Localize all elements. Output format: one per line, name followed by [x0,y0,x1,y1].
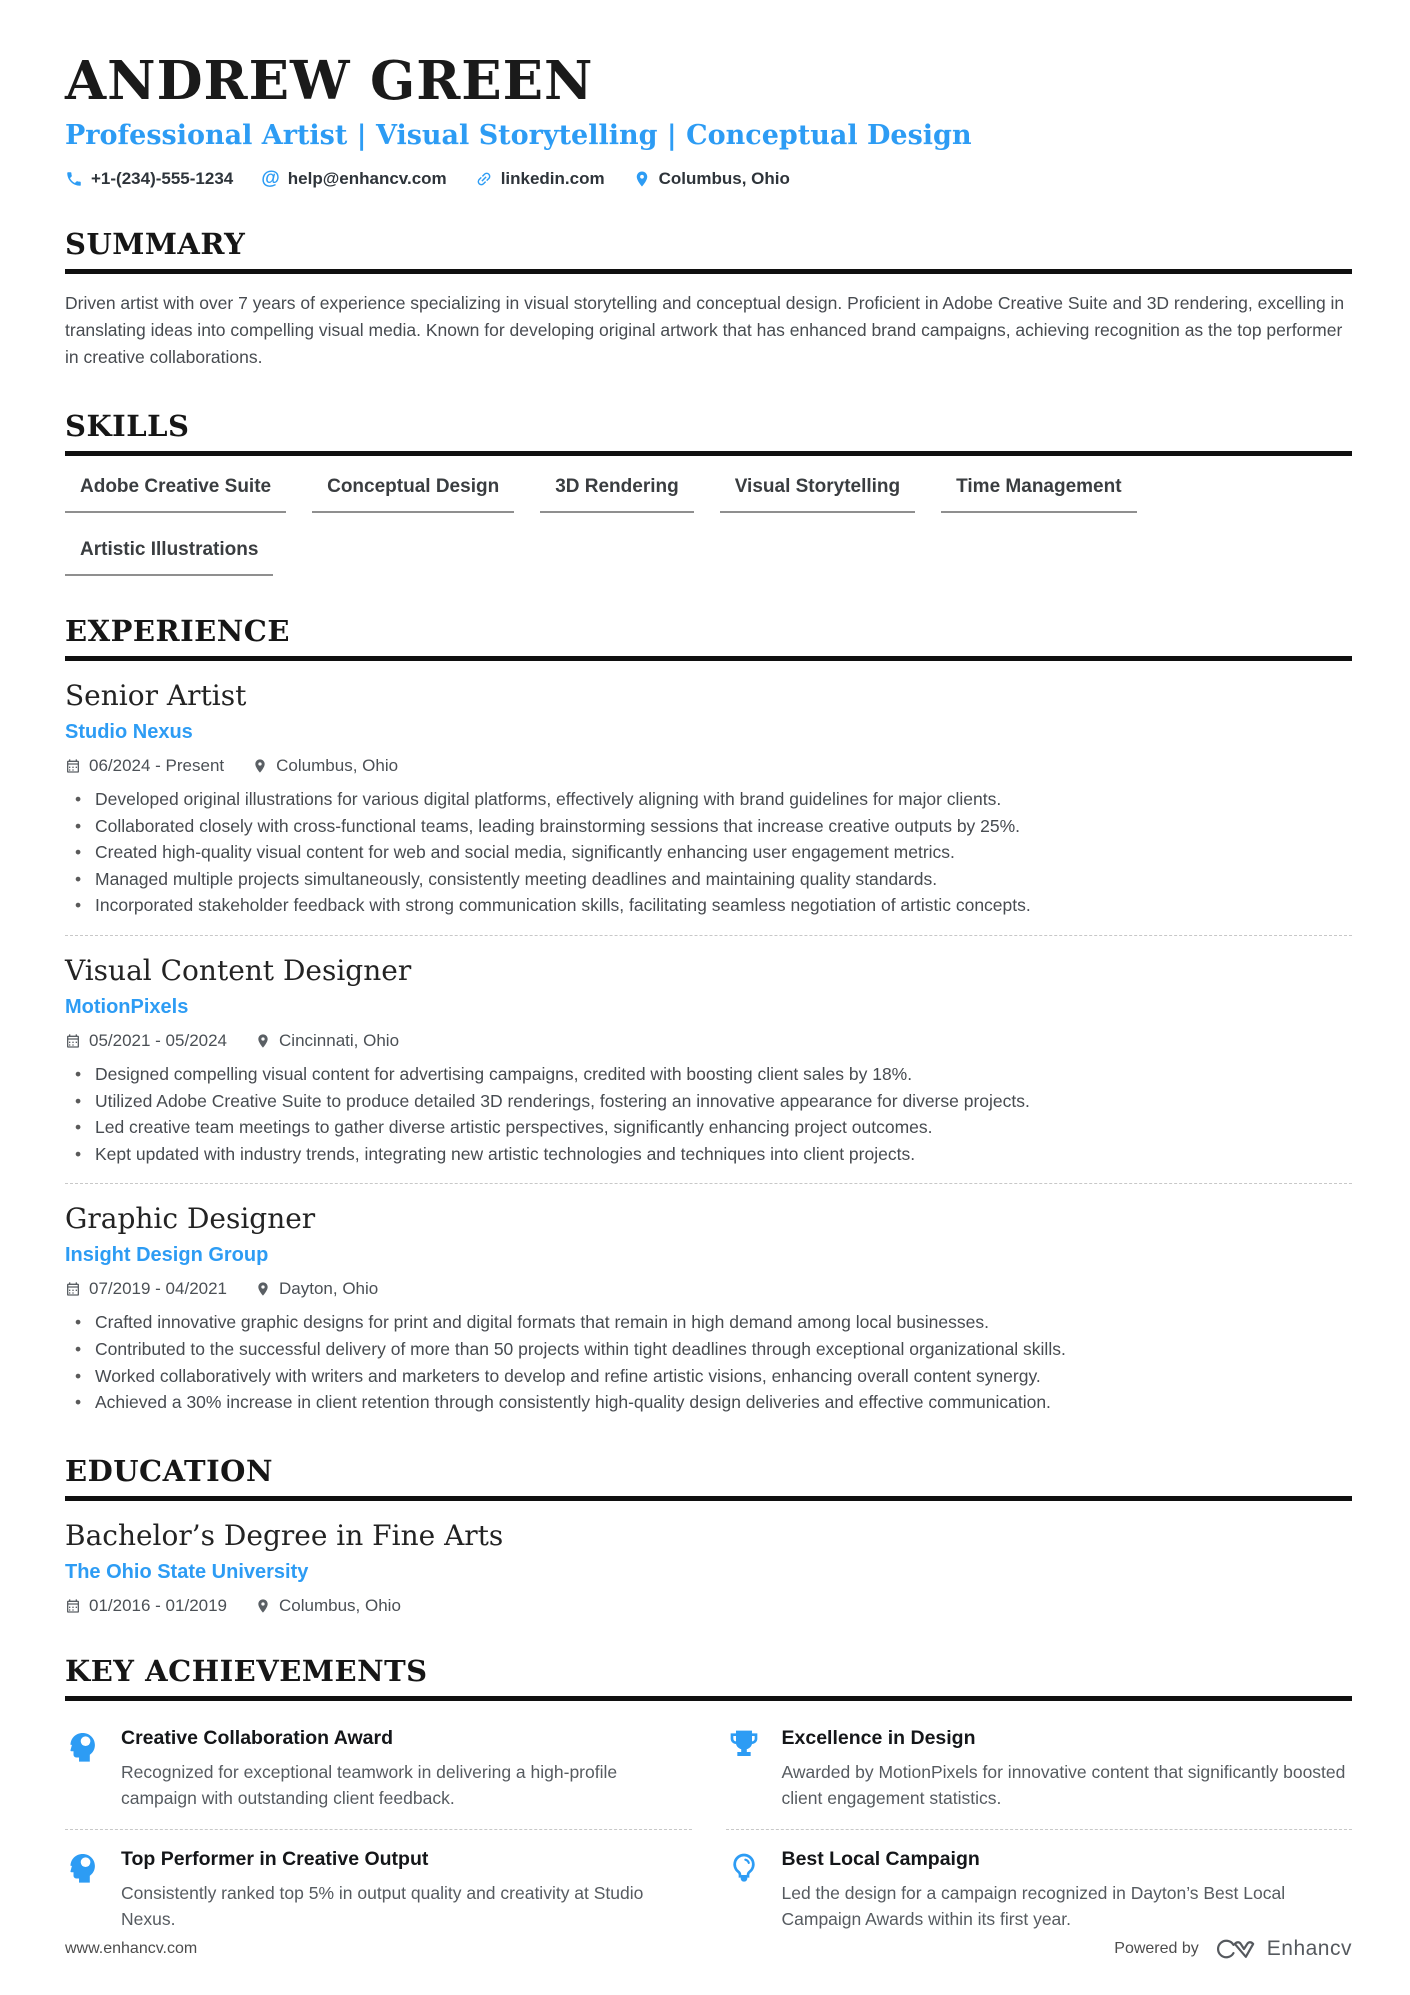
achievement-title: Best Local Campaign [781,1848,980,1871]
contact-link-text: linkedin.com [500,168,605,188]
education-heading: EDUCATION [65,1453,273,1488]
skill-item: Adobe Creative Suite [65,476,286,513]
education-meta [65,1596,1352,1616]
experience-heading: EXPERIENCE [65,614,290,649]
job-bullet: • Incorporated stakeholder feedback with strong communication skills, facilitating seamless negotiation of artistic concepts. [65,892,1352,919]
achievement-body [782,1848,1353,1933]
skill-item: Artistic Illustrations [65,539,273,576]
company-name: Studio Nexus [65,721,193,744]
section-rule [65,269,1352,274]
achievement-desc: Awarded by MotionPixels for innovative content that significantly boosted client engagement statistics. [781,1761,1346,1808]
job-location-text: Columbus, Ohio [276,756,399,776]
phone-icon [65,170,83,188]
job-location [255,1031,399,1051]
trophy-icon [726,1727,762,1812]
achievement-title: Excellence in Design [781,1726,976,1749]
calendar-icon [65,1281,81,1297]
achievement-body [782,1727,1353,1812]
achievement-desc: Consistently ranked top 5% in output quality and creativity at Studio Nexus. [121,1883,644,1930]
location-icon [252,758,268,774]
job-title: Senior Artist [65,679,247,713]
job-location-text: Cincinnati, Ohio [279,1030,400,1050]
achievement-item [726,1830,1353,1933]
achievement-body [121,1848,692,1933]
company-name: Insight Design Group [65,1244,269,1267]
location-icon [255,1598,271,1614]
summary-heading: SUMMARY [65,226,246,261]
location-icon [255,1033,271,1049]
at-icon: @ [261,168,280,190]
job-bullet: • Managed multiple projects simultaneously, consistently meeting deadlines and maintaining quality standards. [65,866,1352,893]
skills-section [65,409,1352,576]
enhancv-logo-icon [1211,1937,1255,1961]
job-bullet: • Designed compelling visual content for advertising campaigns, credited with boosting client sales by 18%. [65,1061,1352,1088]
experience-entry [65,936,1352,1184]
job-bullet: • Developed original illustrations for various digital platforms, effectively aligning with brand guidelines for major clients. [65,786,1352,813]
link-icon [471,166,496,191]
achievements-section [65,1654,1352,1933]
job-bullet: • Contributed to the successful delivery of more than 50 projects within tight deadlines through exceptional organizational skills. [65,1336,1352,1363]
skill-item: Conceptual Design [312,476,514,513]
contact-phone-text: +1-(234)-555-1234 [91,168,234,188]
job-location-text: Dayton, Ohio [279,1279,379,1299]
calendar-icon [65,1033,81,1049]
job-bullet: • Achieved a 30% increase in client retention through consistently high-quality design deliveries and effective communication. [65,1389,1352,1416]
achievement-title: Top Performer in Creative Output [121,1848,429,1871]
contact-email[interactable] [261,169,446,189]
job-bullet: • Led creative team meetings to gather diverse artistic perspectives, significantly enhancing project outcomes. [65,1114,1352,1141]
achievement-item [65,1830,692,1933]
section-rule [65,1496,1352,1501]
job-dates [65,1031,227,1051]
summary-section [65,227,1352,371]
achievements-grid [65,1709,1352,1933]
achievement-body [121,1727,692,1812]
lightbulb-icon [726,1848,762,1933]
education-location-text: Columbus, Ohio [279,1595,401,1615]
experience-entry [65,661,1352,936]
location-icon [255,1281,271,1297]
brain-icon [65,1848,101,1933]
skill-item: 3D Rendering [540,476,694,513]
company-name: MotionPixels [65,995,189,1018]
job-location [255,1279,378,1299]
contact-location[interactable] [633,169,790,189]
achievement-desc: Recognized for exceptional teamwork in delivering a high-profile campaign with outstanding client feedback. [121,1761,618,1808]
job-bullet: • Worked collaboratively with writers and marketers to develop and refine artistic visions, enhancing overall content synergy. [65,1363,1352,1390]
contact-location-text: Columbus, Ohio [658,168,790,188]
job-bullet: • Utilized Adobe Creative Suite to produce detailed 3D renderings, fostering an innovative appearance for diverse projects. [65,1088,1352,1115]
resume-header [65,50,1352,190]
skill-item: Time Management [941,476,1136,513]
contact-link[interactable] [475,169,605,189]
footer-site-link[interactable]: www.enhancv.com [65,1940,198,1957]
calendar-icon [65,1598,81,1614]
education-section [65,1454,1352,1616]
achievement-item [65,1709,692,1831]
job-bullets [65,1061,1352,1167]
contact-email-text: help@enhancv.com [287,168,447,188]
skills-heading: SKILLS [65,409,190,444]
school-name: The Ohio State University [65,1560,309,1583]
experience-section [65,614,1352,1416]
job-bullet: • Kept updated with industry trends, integrating new artistic technologies and techniques into client projects. [65,1141,1352,1168]
education-dates [65,1596,227,1616]
job-meta [65,1031,1352,1051]
experience-entry [65,1184,1352,1415]
powered-by [1114,1937,1352,1961]
education-dates-text: 01/2016 - 01/2019 [89,1595,228,1615]
job-title: Graphic Designer [65,1202,316,1236]
enhancv-brand-text: Enhancv [1266,1937,1352,1960]
brain-icon [65,1727,101,1812]
job-title: Visual Content Designer [65,953,412,987]
contact-phone[interactable] [65,169,233,189]
job-dates [65,1279,227,1299]
calendar-icon [65,758,81,774]
job-dates-text: 05/2021 - 05/2024 [89,1030,228,1050]
job-dates [65,756,224,776]
job-meta [65,1279,1352,1299]
degree-title: Bachelor’s Degree in Fine Arts [65,1518,504,1552]
job-bullets [65,786,1352,919]
summary-text: Driven artist with over 7 years of experience specializing in visual storytelling and conceptual design. Proficient in Adobe Creative Suite and 3D rendering, excelling in translating ideas into compelling visual media. Known for developing original artwork that has enhanced brand campaigns, achieving recognition as the top performer in creative collaborations. [65,292,1345,367]
location-icon [633,170,651,188]
education-location [255,1596,401,1616]
job-bullet: • Created high-quality visual content for web and social media, significantly enhancing user engagement metrics. [65,839,1352,866]
job-bullet: • Crafted innovative graphic designs for print and digital formats that remain in high demand among local businesses. [65,1309,1352,1336]
skill-item: Visual Storytelling [720,476,915,513]
section-rule [65,1696,1352,1701]
job-meta [65,756,1352,776]
job-bullets [65,1309,1352,1415]
page-footer [65,1937,1352,1961]
job-bullet: • Collaborated closely with cross-functional teams, leading brainstorming sessions that increase creative outputs by 25%. [65,813,1352,840]
section-rule [65,451,1352,456]
job-location [252,756,398,776]
contact-row [65,169,1352,189]
person-headline: Professional Artist | Visual Storytelling | Conceptual Design [65,119,972,151]
achievement-desc: Led the design for a campaign recognized in Dayton’s Best Local Campaign Awards within its first year. [781,1883,1286,1930]
achievements-heading: KEY ACHIEVEMENTS [65,1653,428,1688]
achievement-item [726,1709,1353,1831]
powered-by-label: Powered by [1114,1940,1199,1957]
achievement-title: Creative Collaboration Award [121,1726,393,1749]
job-dates-text: 07/2019 - 04/2021 [89,1279,228,1299]
job-dates-text: 06/2024 - Present [89,756,225,776]
person-name: ANDREW GREEN [65,50,594,112]
skills-list [65,476,1352,576]
